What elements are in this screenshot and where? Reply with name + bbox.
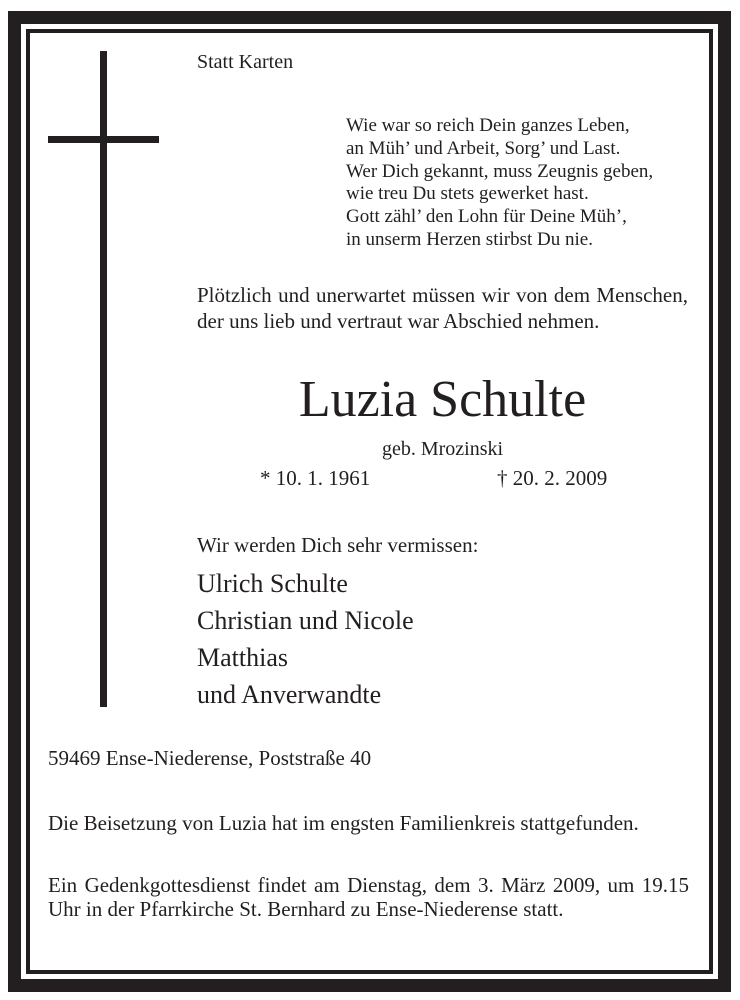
mourner: Ulrich Schulte <box>197 569 348 598</box>
poem-line: in unserm Herzen stirbst Du nie. <box>346 228 593 250</box>
birth-name: geb. Mrozinski <box>381 438 504 460</box>
mourning-line: Wir werden Dich sehr vermissen: <box>197 533 479 557</box>
poem-line: Wer Dich gekannt, muss Zeugnis geben, <box>346 160 654 182</box>
mourners-list <box>197 565 414 713</box>
intro-text: Plötzlich und unerwartet müssen wir von dem Menschen, der uns lieb und vertraut war Abschied nehmen. <box>197 283 688 333</box>
mourner: und Anverwandte <box>197 680 382 709</box>
deceased-name: Luzia Schulte <box>298 371 587 428</box>
header-statt-karten: Statt Karten <box>197 51 294 73</box>
mourner: Matthias <box>197 643 288 672</box>
poem-line: wie treu Du stets gewerket hast. <box>346 183 589 205</box>
address: 59469 Ense-Niederense, Poststraße 40 <box>48 746 372 770</box>
burial-note: Die Beisetzung von Luzia hat im engsten Familienkreis stattgefunden. <box>48 811 639 835</box>
death-date: † 20. 2. 2009 <box>497 466 608 490</box>
poem-line: Gott zähl’ den Lohn für Deine Müh’, <box>346 206 627 228</box>
poem-line: Wie war so reich Dein ganzes Leben, <box>346 115 630 136</box>
poem <box>346 115 653 252</box>
cross-icon-horizontal <box>48 136 159 143</box>
poem-line: an Müh’ und Arbeit, Sorg’ und Last. <box>346 137 621 159</box>
cross-icon-vertical <box>100 51 107 707</box>
service-note: Ein Gedenkgottesdienst findet am Dienstag, dem 3. März 2009, um 19.15 Uhr in der Pfarrkirche St. Bernhard zu Ense-Niederense statt. <box>48 873 689 921</box>
mourner: Christian und Nicole <box>197 606 414 635</box>
birth-date: * 10. 1. 1961 <box>260 466 371 490</box>
